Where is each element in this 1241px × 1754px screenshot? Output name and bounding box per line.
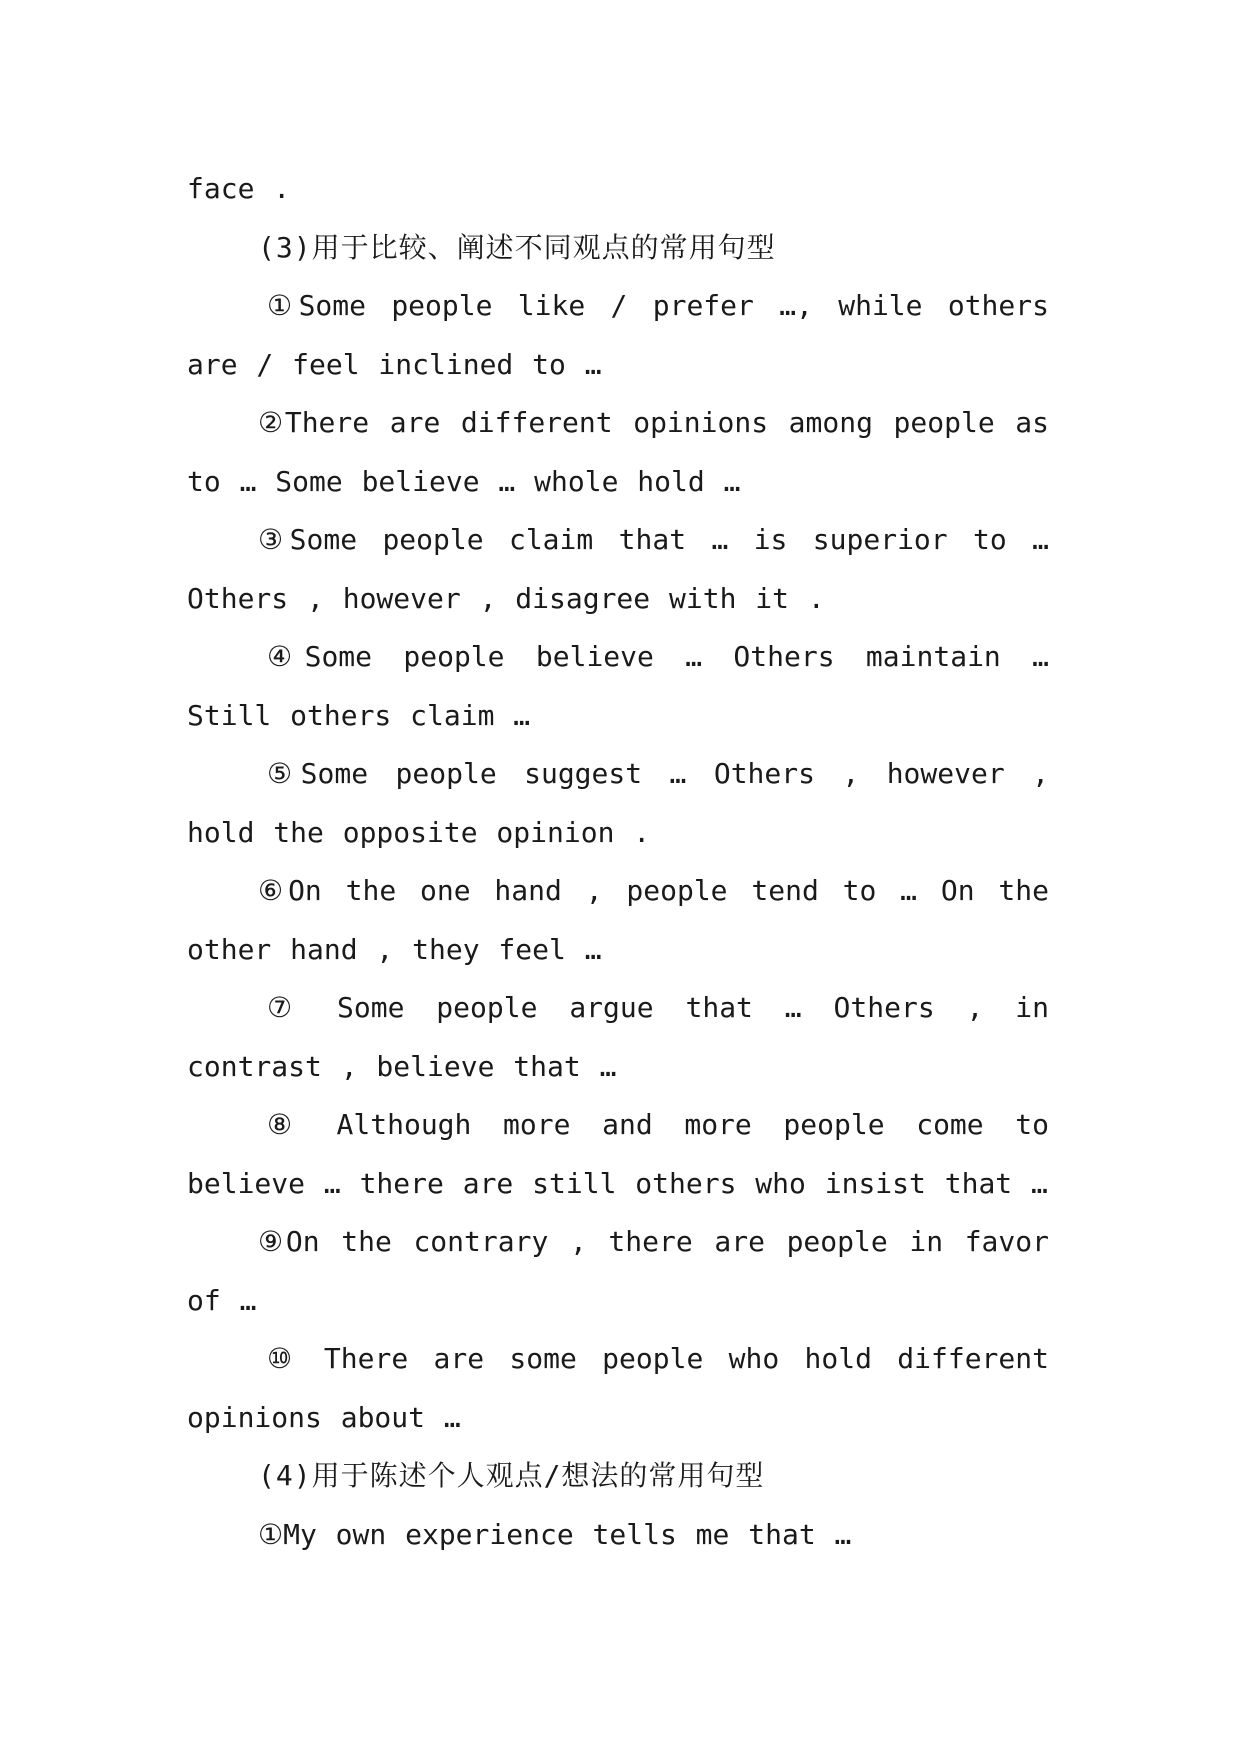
personal-view-pattern-1: ①My own experience tells me that … xyxy=(258,1517,852,1551)
sentence-pattern-5: ⑤Some people suggest … Others , however , hold the opposite opinion . xyxy=(187,757,1049,849)
sentence-pattern-8: ⑧ Although more and more people come to believe … there are still others who insist that … xyxy=(187,1108,1049,1200)
sentence-pattern-7: ⑦ Some people argue that … Others , in contrast , believe that … xyxy=(187,991,1049,1083)
document-page xyxy=(187,160,1049,1564)
sentence-pattern-1: ①Some people like / prefer …, while others are / feel inclined to … xyxy=(187,289,1049,381)
continued-line: face . xyxy=(187,172,291,205)
sentence-pattern-3: ③Some people claim that … is superior to … Others , however , disagree with it . xyxy=(187,523,1049,615)
sentence-pattern-10: ⑩ There are some people who hold different opinions about … xyxy=(187,1342,1049,1434)
section-heading-3: (3)用于比较、阐述不同观点的常用句型 xyxy=(258,230,776,264)
sentence-pattern-4: ④Some people believe … Others maintain … Still others claim … xyxy=(187,640,1049,732)
sentence-pattern-2: ②There are different opinions among people as to … Some believe … whole hold … xyxy=(187,406,1049,498)
sentence-pattern-6: ⑥On the one hand , people tend to … On the other hand , they feel … xyxy=(187,874,1049,966)
section-heading-4: (4)用于陈述个人观点/想法的常用句型 xyxy=(258,1459,765,1492)
sentence-pattern-9: ⑨On the contrary , there are people in favor of … xyxy=(187,1225,1049,1317)
